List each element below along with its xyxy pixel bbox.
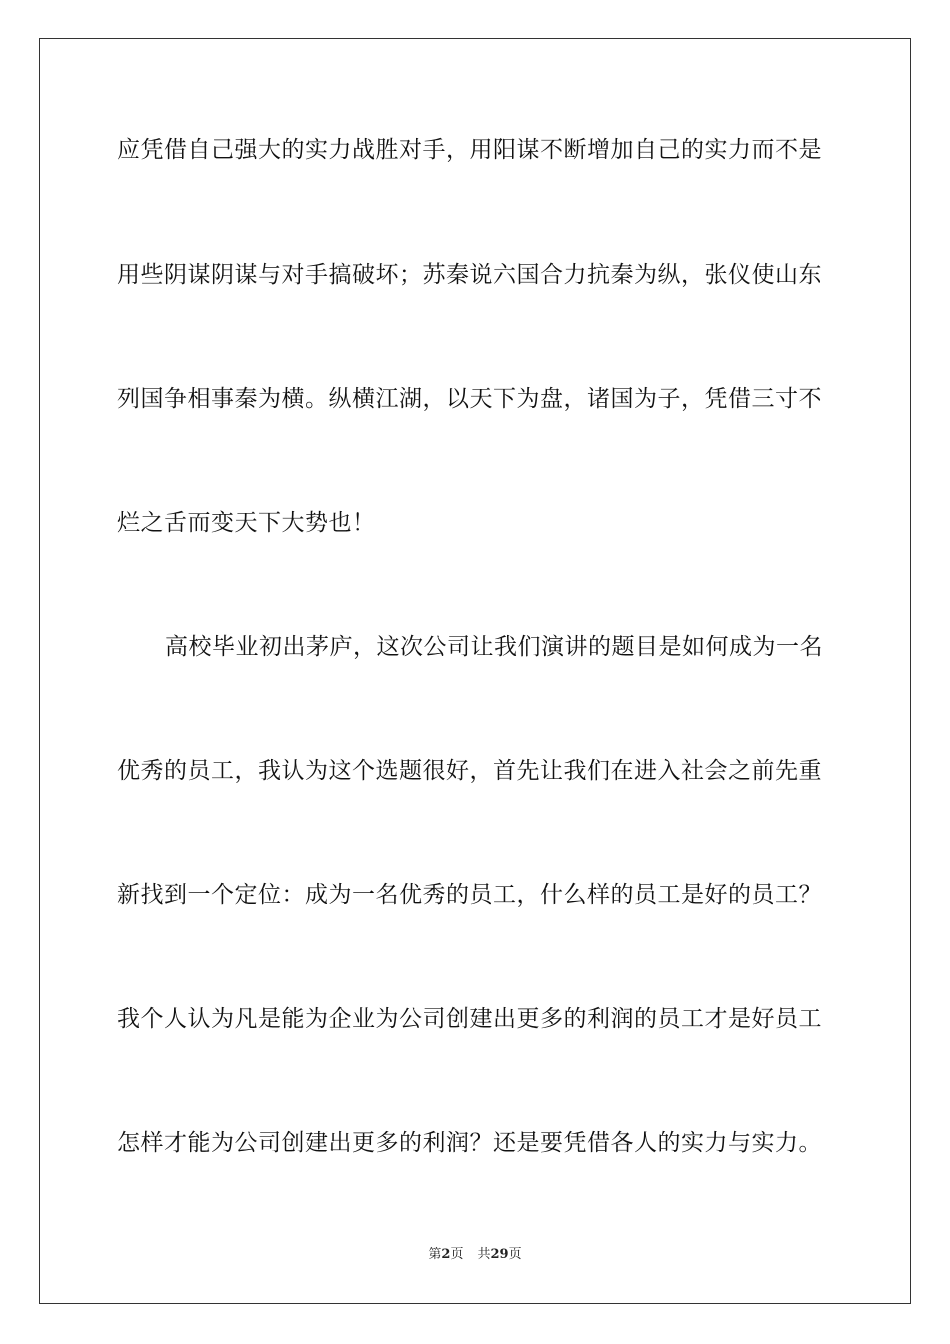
- total-pages-number: 29: [490, 1247, 509, 1262]
- total-suffix: 页: [508, 1247, 522, 1262]
- body-text-line: 烂之舌而变天下大势也！: [117, 510, 376, 536]
- page-prefix: 第: [428, 1247, 442, 1262]
- body-text-line: 应凭借自己强大的实力战胜对手，用阳谋不断增加自己的实力而不是: [117, 137, 822, 163]
- body-text-line: 用些阴谋阴谋与对手搞破坏；苏秦说六国合力抗秦为纵，张仪使山东: [117, 262, 822, 288]
- body-text-line: 列国争相事秦为横。纵横江湖，以天下为盘，诸国为子，凭借三寸不: [117, 386, 822, 412]
- body-text-line: 我个人认为凡是能为企业为公司创建出更多的利润的员工才是好员工: [117, 1006, 822, 1032]
- body-text-line: 新找到一个定位：成为一名优秀的员工，什么样的员工是好的员工？: [117, 882, 822, 908]
- total-prefix: 共: [477, 1247, 491, 1262]
- page-border: [39, 38, 911, 1304]
- body-text-line: 怎样才能为公司创建出更多的利润？还是要凭借各人的实力与实力。: [117, 1130, 822, 1156]
- page-footer: [0, 1246, 950, 1264]
- current-page-number: 2: [441, 1247, 451, 1262]
- paragraph-first-line: 高校毕业初出茅庐，这次公司让我们演讲的题目是如何成为一名: [165, 634, 823, 660]
- page-suffix: 页: [450, 1247, 464, 1262]
- body-text-line: 优秀的员工，我认为这个选题很好，首先让我们在进入社会之前先重: [117, 758, 822, 784]
